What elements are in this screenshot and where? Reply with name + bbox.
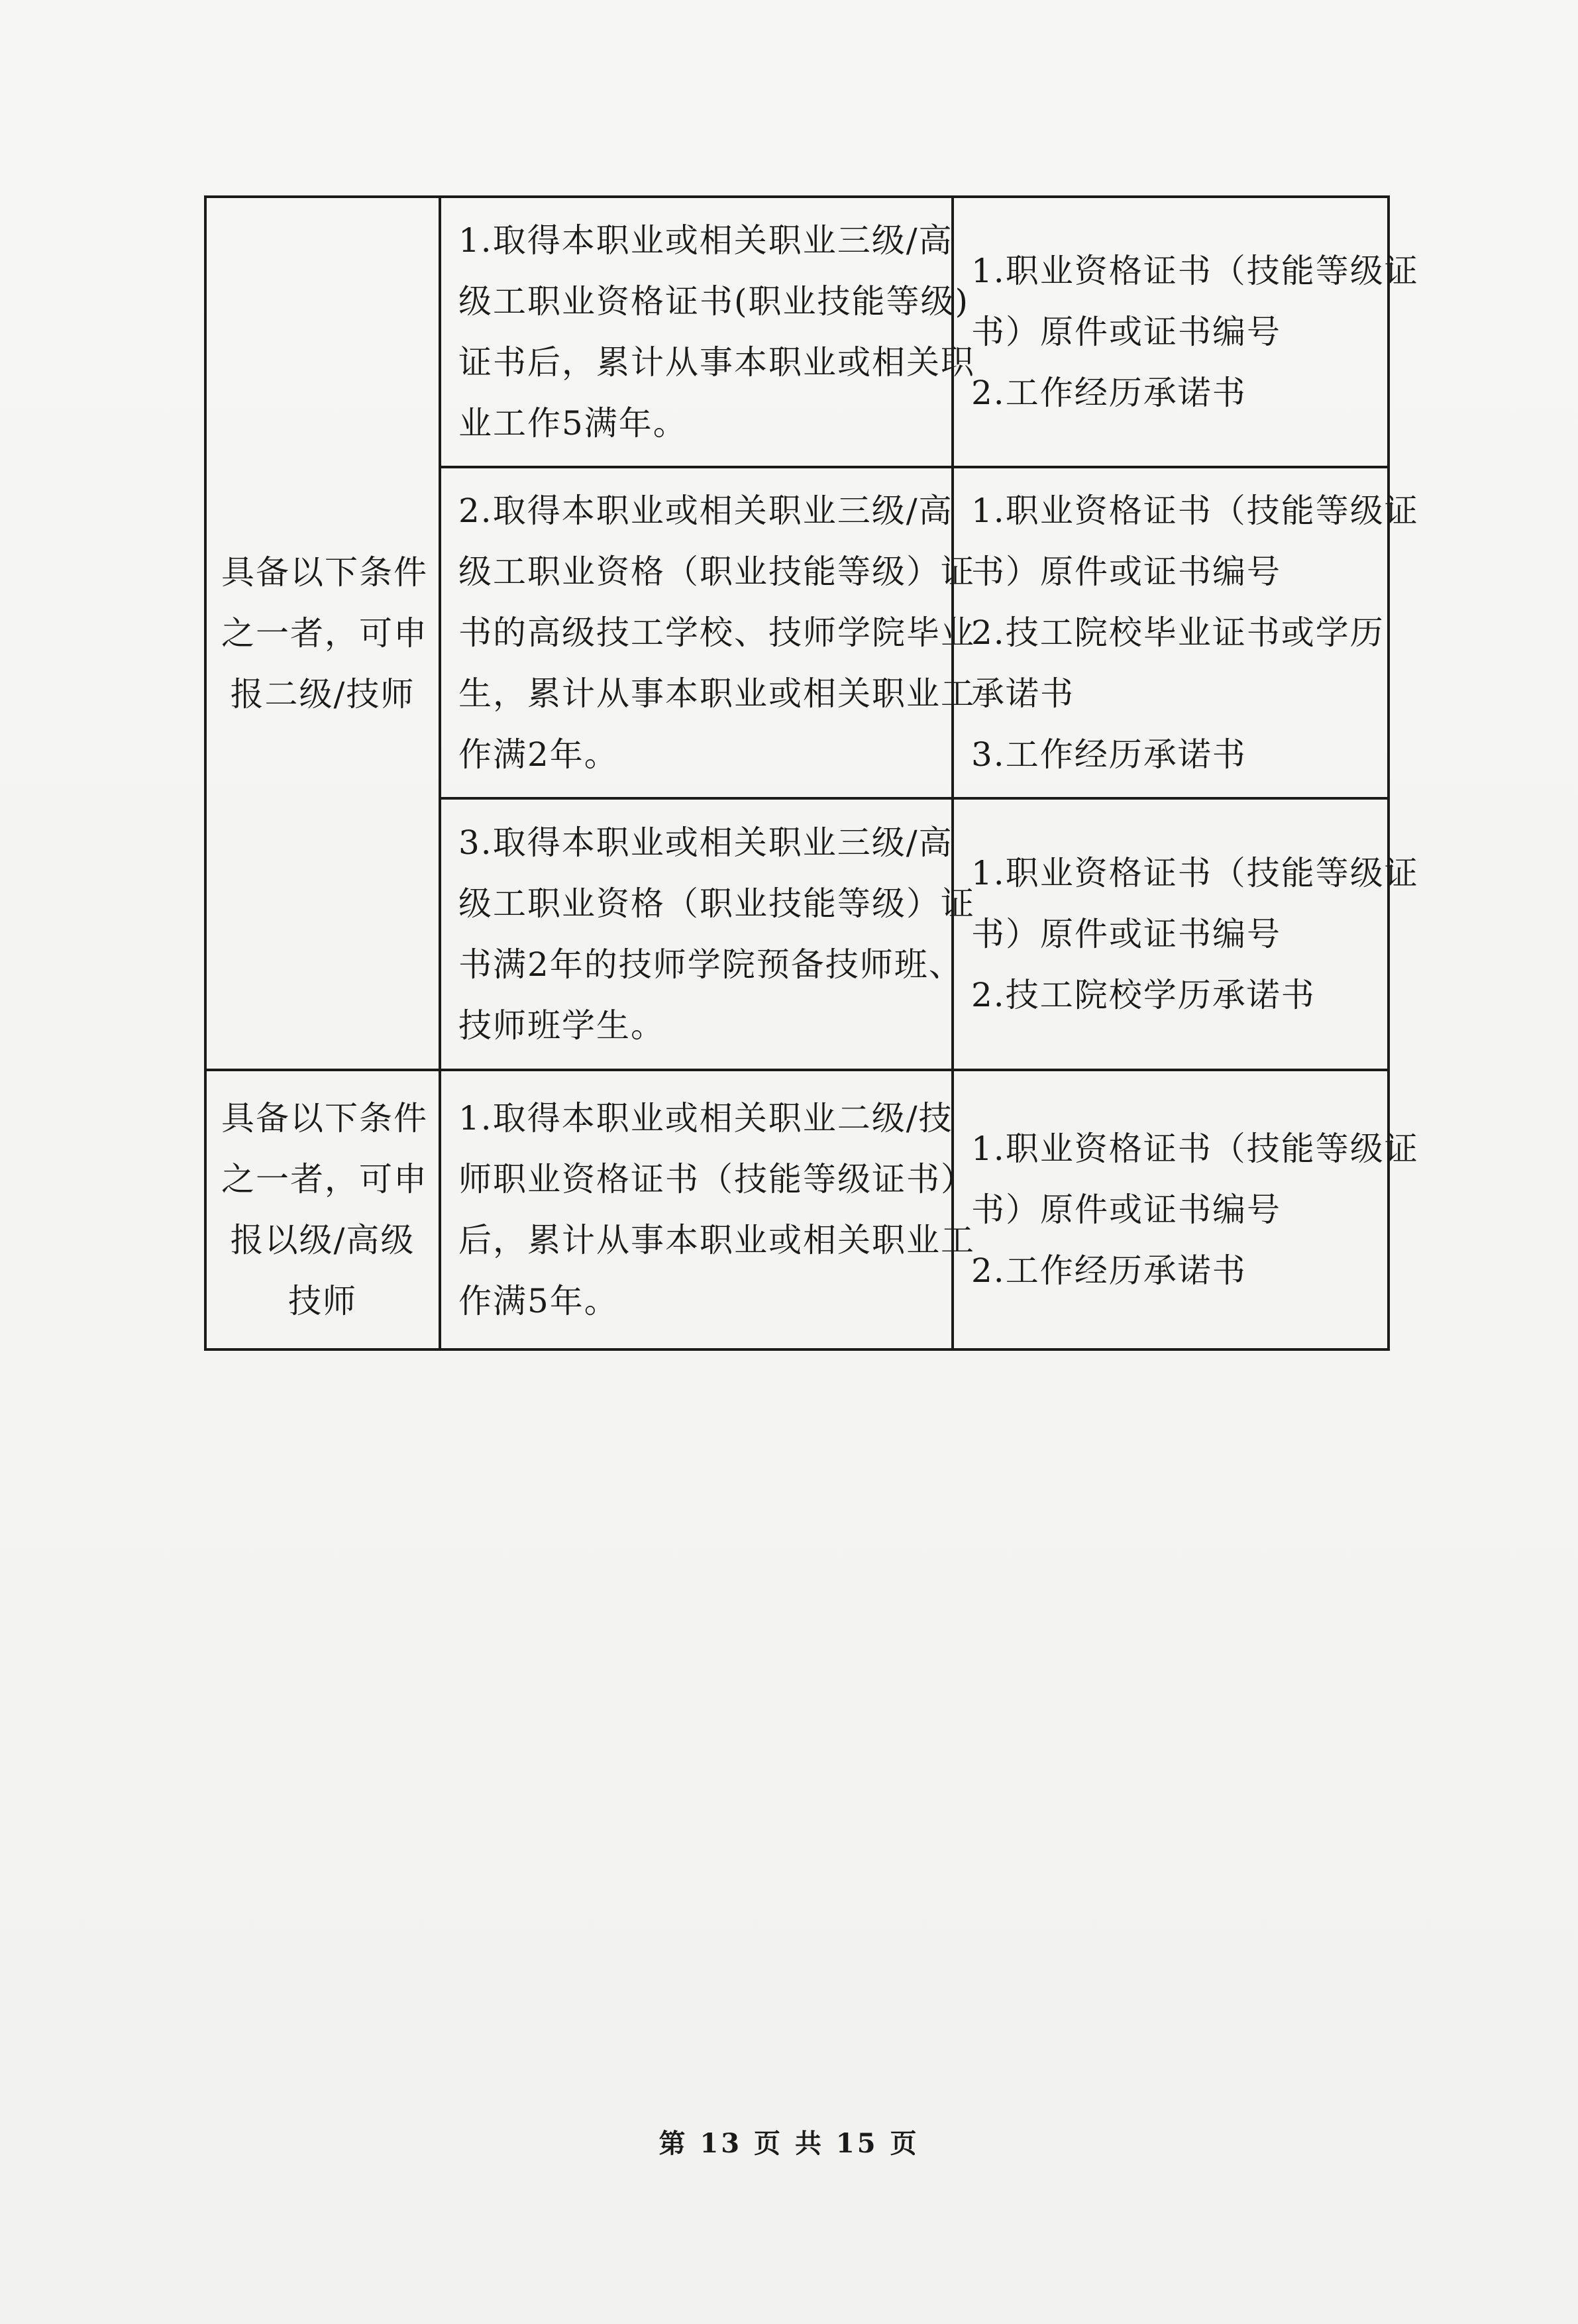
table-row xyxy=(205,1070,1389,1349)
condition-text-line: 1.取得本职业或相关职业二级/技 xyxy=(458,1099,953,1137)
condition-text-line: 业工作5满年。 xyxy=(458,404,688,443)
materials-text-line: 1.职业资格证书（技能等级证 xyxy=(971,854,1419,892)
level-cell-senior-technician xyxy=(205,1070,440,1349)
condition-cell xyxy=(440,798,975,1070)
level-text-line: 之一者，可申 xyxy=(221,1160,428,1198)
condition-text-line: 书满2年的技师学院预备技师班、 xyxy=(458,945,963,984)
materials-text-line: 1.职业资格证书（技能等级证 xyxy=(971,252,1419,290)
condition-cell xyxy=(440,197,975,467)
condition-text-line: 1.取得本职业或相关职业三级/高 xyxy=(458,221,953,260)
condition-text-line: 生，累计从事本职业或相关职业工 xyxy=(458,674,975,713)
level-text-line: 技师 xyxy=(288,1282,357,1320)
materials-cell xyxy=(953,798,1419,1070)
condition-text-line: 技师班学生。 xyxy=(458,1006,665,1045)
level-text-line: 报以级/高级 xyxy=(230,1221,415,1259)
materials-text-line: 1.职业资格证书（技能等级证 xyxy=(971,492,1419,530)
level-text-line: 具备以下条件 xyxy=(221,553,428,592)
materials-text-line: 书）原件或证书编号 xyxy=(971,915,1281,953)
materials-text-line: 书）原件或证书编号 xyxy=(971,313,1281,351)
materials-cell xyxy=(953,197,1419,467)
materials-text-line: 书）原件或证书编号 xyxy=(971,1190,1281,1229)
materials-text-line: 3.工作经历承诺书 xyxy=(971,735,1247,774)
condition-text-line: 作满5年。 xyxy=(458,1282,619,1320)
materials-cell xyxy=(953,467,1419,798)
materials-text-line: 承诺书 xyxy=(971,674,1075,713)
page-number-footer: 第 13 页 共 15 页 xyxy=(658,2128,920,2159)
condition-cell xyxy=(440,1070,975,1349)
level-text-line: 之一者，可申 xyxy=(221,614,428,653)
materials-text-line: 1.职业资格证书（技能等级证 xyxy=(971,1130,1419,1168)
level-cell-technician xyxy=(205,197,440,1070)
condition-text-line: 作满2年。 xyxy=(458,735,619,774)
condition-text-line: 级工职业资格（职业技能等级）证 xyxy=(458,553,975,591)
materials-text-line: 2.技工院校学历承诺书 xyxy=(971,976,1316,1014)
materials-text-line: 书）原件或证书编号 xyxy=(971,553,1281,591)
condition-text-line: 2.取得本职业或相关职业三级/高 xyxy=(458,492,953,530)
condition-text-line: 级工职业资格（职业技能等级）证 xyxy=(458,884,975,923)
condition-text-line: 3.取得本职业或相关职业三级/高 xyxy=(458,823,953,862)
condition-text-line: 书的高级技工学校、技师学院毕业 xyxy=(458,613,975,652)
materials-text-line: 2.技工院校毕业证书或学历 xyxy=(971,613,1385,652)
materials-text-line: 2.工作经历承诺书 xyxy=(971,374,1247,412)
condition-text-line: 级工职业资格证书(职业技能等级) xyxy=(458,282,970,321)
materials-text-line: 2.工作经历承诺书 xyxy=(971,1251,1247,1290)
condition-text-line: 后，累计从事本职业或相关职业工 xyxy=(458,1221,975,1259)
level-text-line: 具备以下条件 xyxy=(221,1099,428,1137)
condition-text-line: 证书后，累计从事本职业或相关职 xyxy=(458,343,975,382)
level-text-line: 报二级/技师 xyxy=(230,675,415,713)
materials-cell xyxy=(953,1070,1419,1349)
condition-cell xyxy=(440,467,975,798)
condition-text-line: 师职业资格证书（技能等级证书） xyxy=(458,1160,975,1198)
requirements-table xyxy=(204,195,1419,1351)
table-row xyxy=(205,197,1389,467)
